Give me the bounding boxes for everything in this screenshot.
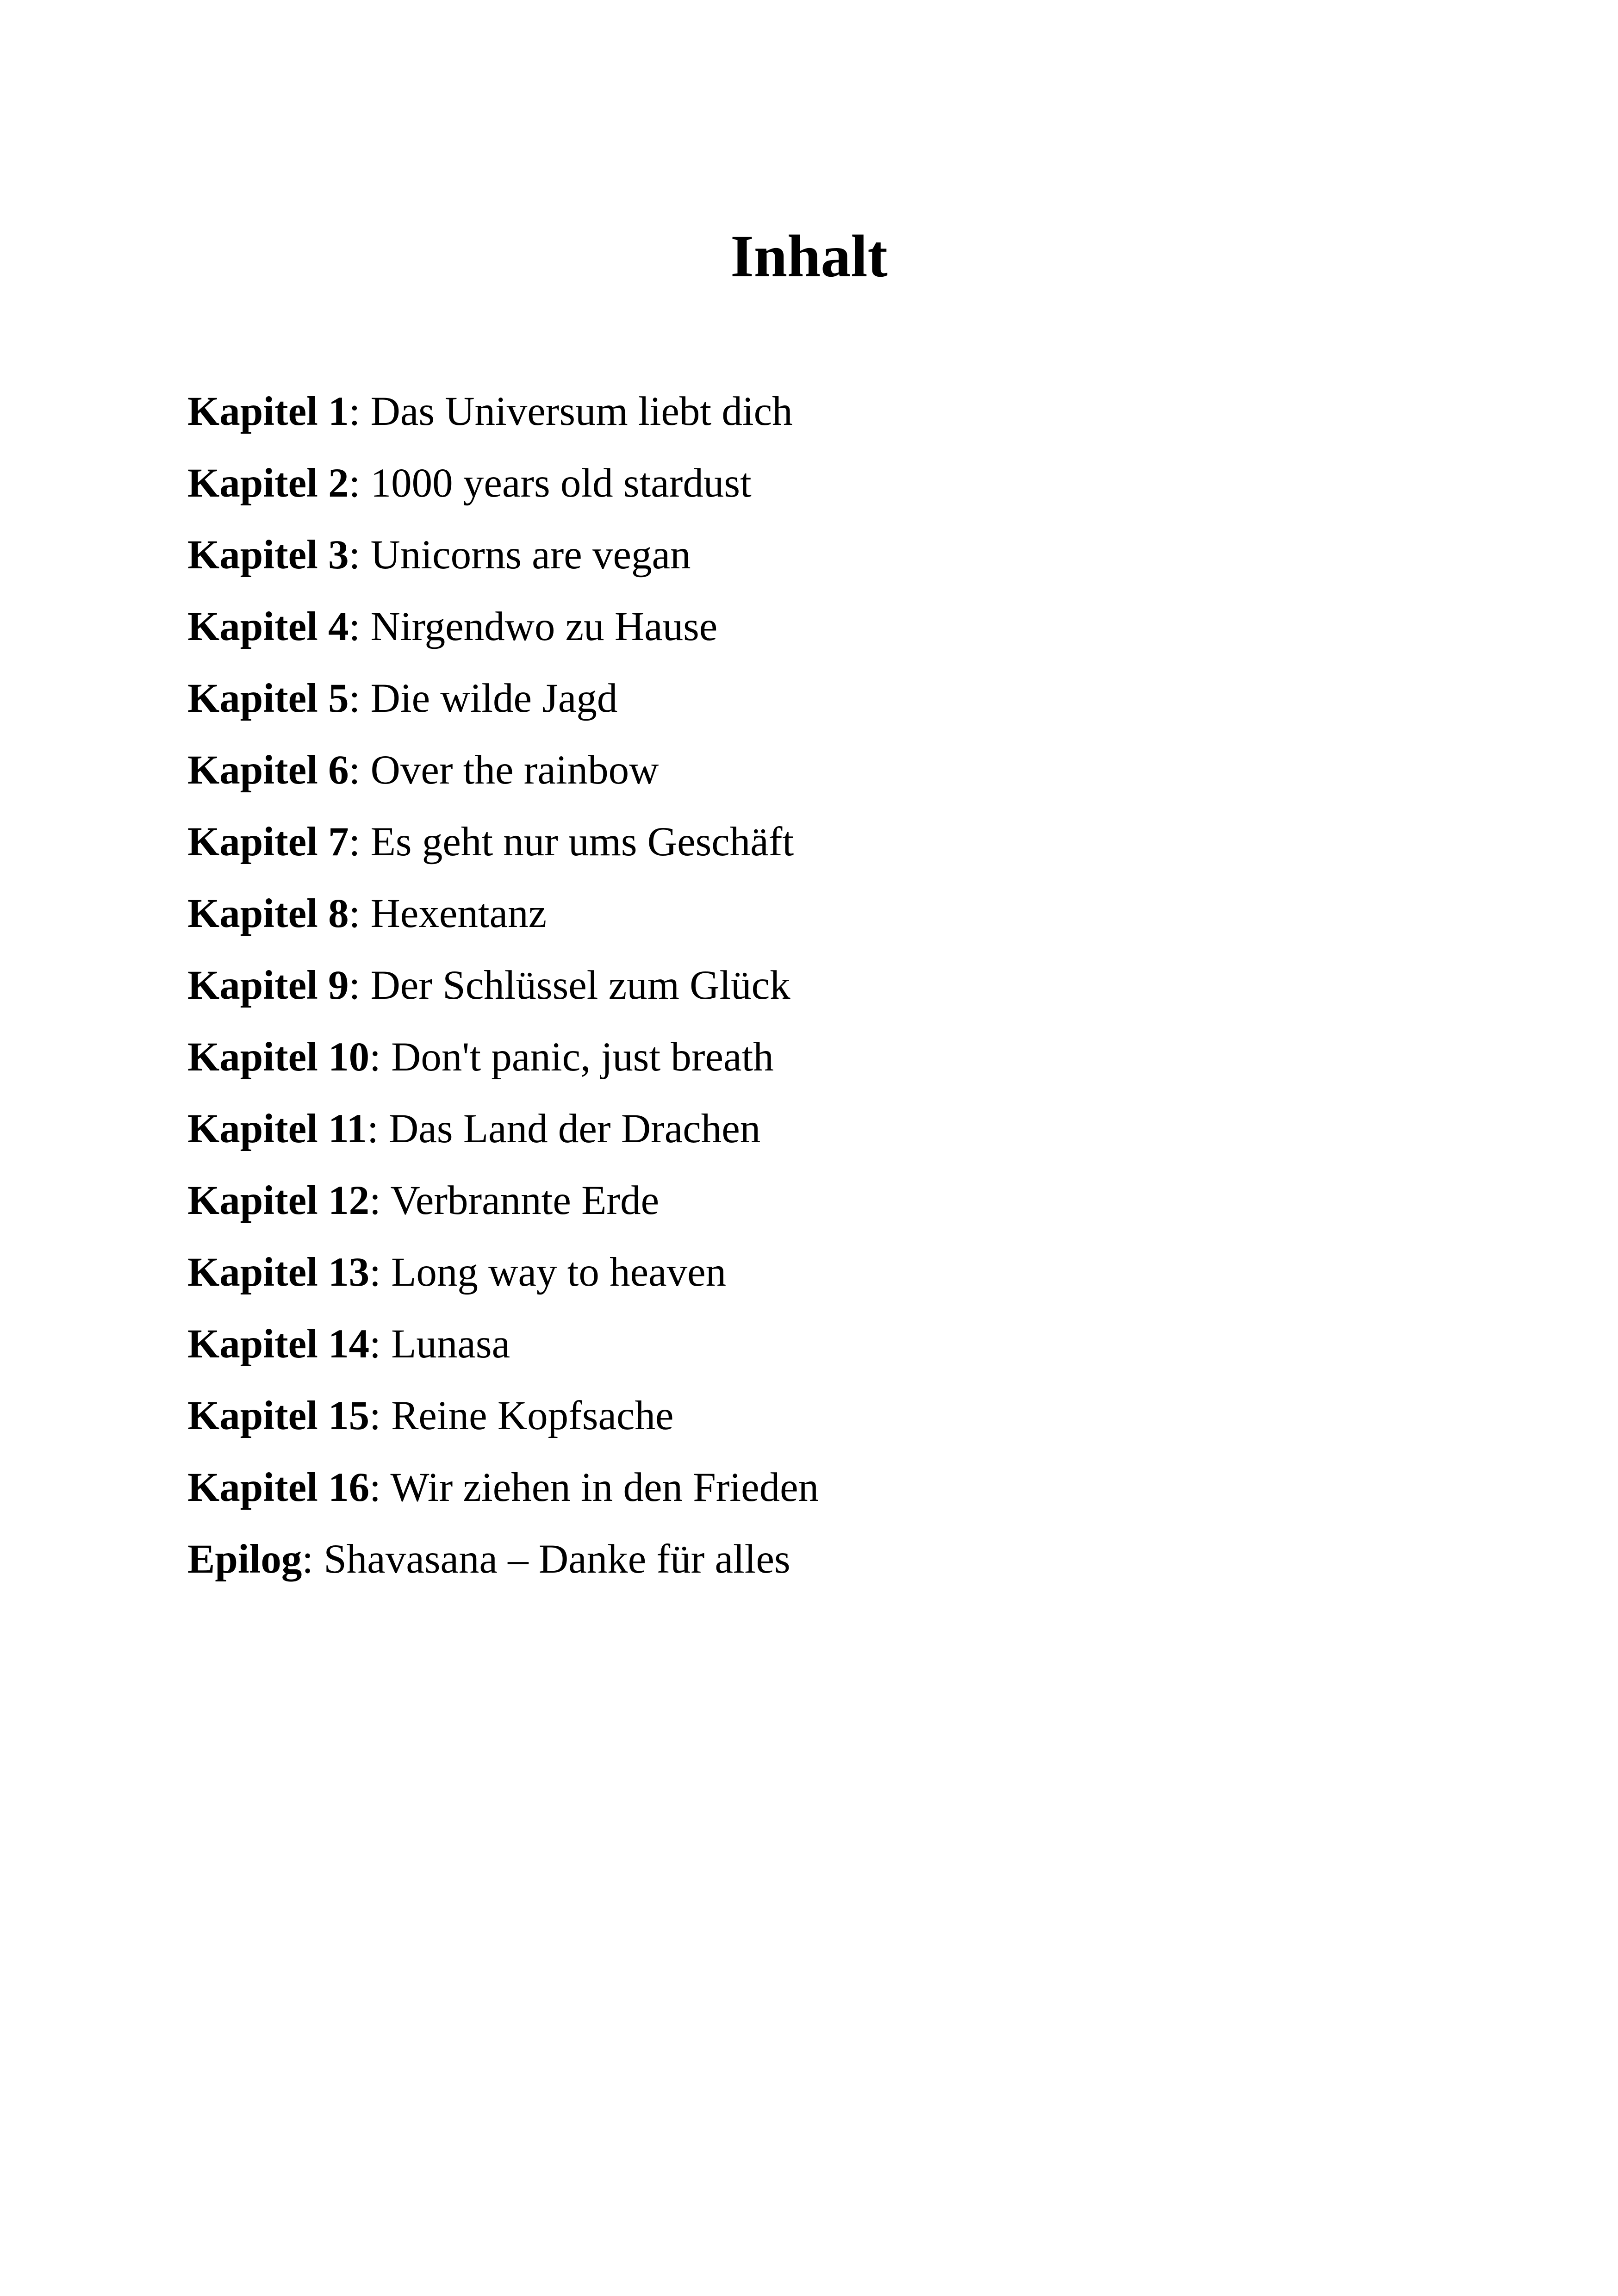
toc-entry-separator: : [302,1537,324,1582]
toc-entry-label: Kapitel 14 [187,1321,370,1367]
toc-entry-separator: : [348,676,371,721]
toc-entry [187,806,1483,878]
toc-entry-separator: : [369,1393,392,1438]
toc-entry-separator: : [367,1106,389,1151]
toc-entry [187,376,1483,448]
toc-entry-title: Der Schlüssel zum Glück [370,963,790,1008]
toc-entry-label: Kapitel 5 [187,676,349,721]
toc-entry-separator: : [348,389,371,434]
toc-entry-title: Die wilde Jagd [370,676,618,721]
toc-entry [187,591,1483,663]
toc-entry-label: Kapitel 9 [187,963,349,1008]
toc-entry-label: Kapitel 12 [187,1178,370,1223]
toc-entry [187,734,1483,806]
toc-entry-label: Kapitel 10 [187,1034,370,1080]
toc-entry-title: Unicorns are vegan [370,532,691,578]
toc-entry [187,950,1483,1021]
toc-entry-title: Lunasa [391,1321,510,1367]
toc-entry-separator: : [348,604,371,649]
toc-entry-separator: : [348,460,371,506]
toc-entry-title: Nirgendwo zu Hause [370,604,718,649]
toc-entry [187,663,1483,734]
toc-entry-label: Kapitel 3 [187,532,349,578]
toc-entry [187,1452,1483,1524]
toc-entry-label: Kapitel 11 [187,1106,367,1151]
toc-entry-separator: : [348,819,371,865]
toc-entry-separator: : [369,1178,391,1223]
toc-entry-title: Hexentanz [370,891,547,936]
toc-entry-title: Reine Kopfsache [391,1393,674,1438]
toc-entry-title: Das Land der Drachen [389,1106,761,1151]
toc-entry-label: Kapitel 2 [187,460,349,506]
toc-entry-label: Kapitel 7 [187,819,349,865]
toc-entry-label: Kapitel 8 [187,891,349,936]
toc-entry-label: Kapitel 13 [187,1250,370,1295]
toc-entry-separator: : [348,747,371,793]
toc-entry [187,1021,1483,1093]
toc-entry-separator: : [348,532,371,578]
toc-entry [187,1380,1483,1452]
toc-entry-label: Kapitel 15 [187,1393,370,1438]
toc-entry-separator: : [369,1250,392,1295]
toc-entry [187,878,1483,950]
toc-entry-epilog [187,1524,1483,1595]
toc-entry [187,1308,1483,1380]
toc-entry [187,448,1483,519]
toc-entry-label: Kapitel 6 [187,747,349,793]
toc-entry-title: Verbrannte Erde [390,1178,660,1223]
toc-entry-title: Es geht nur ums Geschäft [370,819,794,865]
toc-entry-separator: : [369,1465,391,1510]
toc-entry [187,1237,1483,1308]
toc-entry-title: Don't panic, just breath [391,1034,774,1080]
toc-entry-title: Long way to heaven [391,1250,727,1295]
toc-entry-label: Kapitel 16 [187,1465,370,1510]
toc-entry-label: Kapitel 4 [187,604,349,649]
toc-entry-separator: : [369,1321,392,1367]
toc-entry-title: Over the rainbow [370,747,659,793]
table-of-contents [187,376,1483,1595]
page-title: Inhalt [730,223,888,290]
toc-entry [187,1165,1483,1237]
toc-entry-separator: : [348,963,371,1008]
toc-entry-title: Das Universum liebt dich [370,389,793,434]
toc-entry [187,519,1483,591]
toc-entry-title: 1000 years old stardust [370,460,752,506]
toc-entry-label: Epilog [187,1537,302,1582]
toc-entry-label: Kapitel 1 [187,389,349,434]
toc-entry-title: Shavasana – Danke für alles [324,1537,790,1582]
toc-entry-separator: : [348,891,371,936]
toc-entry-title: Wir ziehen in den Frieden [390,1465,819,1510]
toc-entry [187,1093,1483,1165]
toc-entry-separator: : [369,1034,392,1080]
